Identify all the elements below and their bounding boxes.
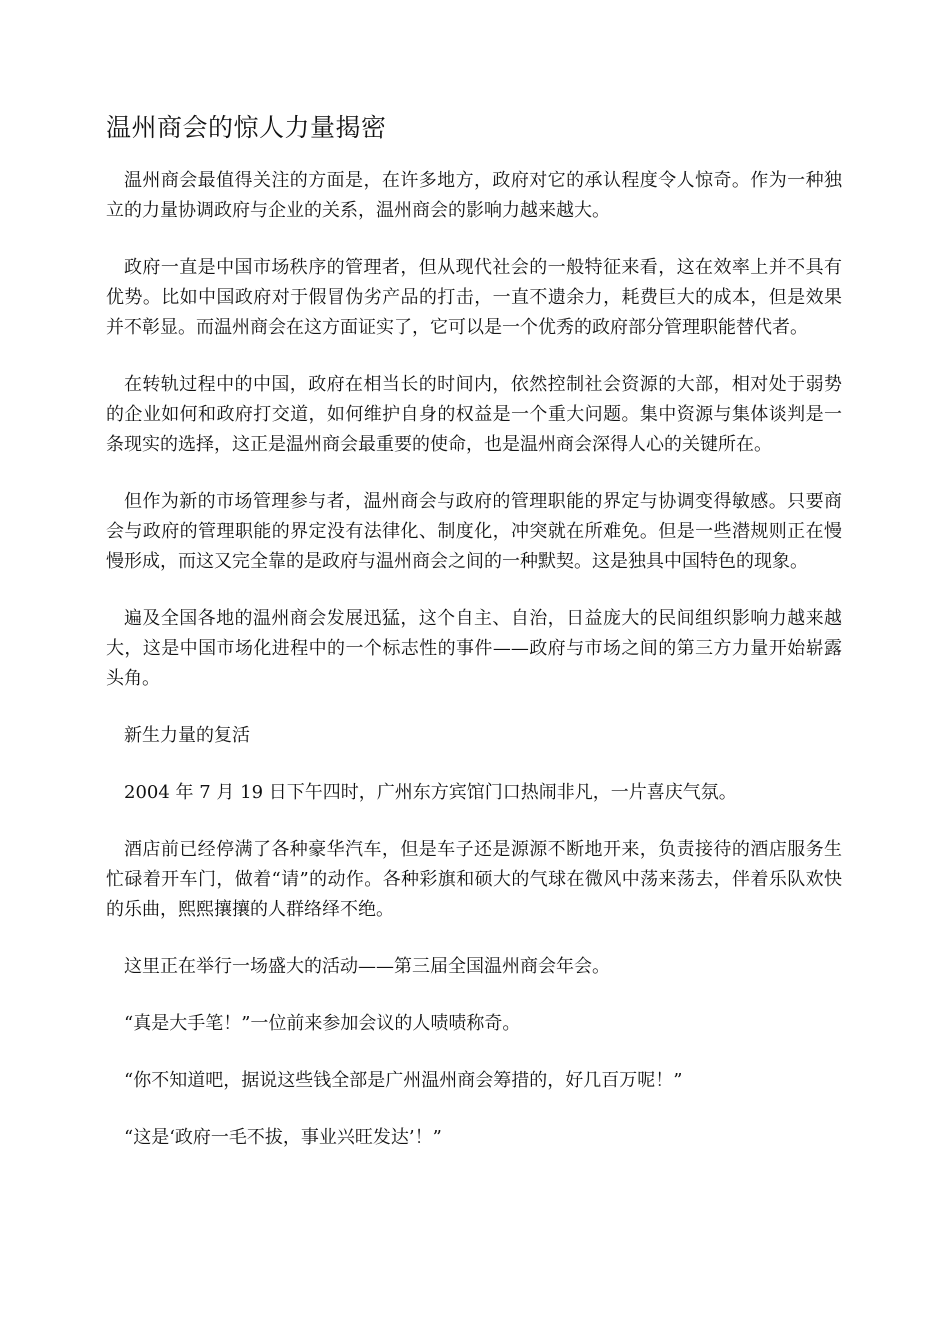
paragraph: 温州商会最值得关注的方面是，在许多地方，政府对它的承认程度令人惊奇。作为一种独立的力量协调政府与企业的关系，温州商会的影响力越来越大。 — [106, 170, 842, 221]
section-heading: 新生力量的复活 — [124, 725, 250, 746]
paragraph: “你不知道吧，据说这些钱全部是广州温州商会筹措的，好几百万呢！” — [124, 1070, 683, 1091]
paragraph: 遍及全国各地的温州商会发展迅猛，这个自主、自治，日益庞大的民间组织影响力越来越大，这是中国市场化进程中的一个标志性的事件——政府与市场之间的第三方力量开始崭露头角。 — [106, 608, 842, 689]
document-body — [106, 166, 842, 1180]
paragraph: “这是‘政府一毛不拔，事业兴旺发达’！” — [124, 1127, 442, 1148]
document-title: 温州商会的惊人力量揭密 — [106, 113, 387, 142]
paragraph: 酒店前已经停满了各种豪华汽车，但是车子还是源源不断地开来，负责接待的酒店服务生忙碌着开车门，做着“请”的动作。各种彩旗和硕大的气球在微风中荡来荡去，伴着乐队欢快的乐曲，熙熙攘攘的人群络绎不绝。 — [106, 839, 842, 920]
paragraph: 政府一直是中国市场秩序的管理者，但从现代社会的一般特征来看，这在效率上并不具有优势。比如中国政府对于假冒伪劣产品的打击，一直不遗余力，耗费巨大的成本，但是效果并不彰显。而温州商会在这方面证实了，它可以是一个优秀的政府部分管理职能替代者。 — [106, 257, 842, 338]
paragraph: 在转轨过程中的中国，政府在相当长的时间内，依然控制社会资源的大部，相对处于弱势的企业如何和政府打交道，如何维护自身的权益是一个重大问题。集中资源与集体谈判是一条现实的选择，这正是温州商会最重要的使命，也是温州商会深得人心的关键所在。 — [106, 374, 842, 455]
paragraph: 2004 年 7 月 19 日下午四时，广州东方宾馆门口热闹非凡，一片喜庆气氛。 — [124, 782, 737, 803]
paragraph: “真是大手笔！”一位前来参加会议的人啧啧称奇。 — [124, 1013, 521, 1034]
paragraph: 但作为新的市场管理参与者，温州商会与政府的管理职能的界定与协调变得敏感。只要商会与政府的管理职能的界定没有法律化、制度化，冲突就在所难免。但是一些潜规则正在慢慢形成，而这又完全靠的是政府与温州商会之间的一种默契。这是独具中国特色的现象。 — [106, 491, 842, 572]
paragraph: 这里正在举行一场盛大的活动——第三届全国温州商会年会。 — [124, 956, 610, 977]
